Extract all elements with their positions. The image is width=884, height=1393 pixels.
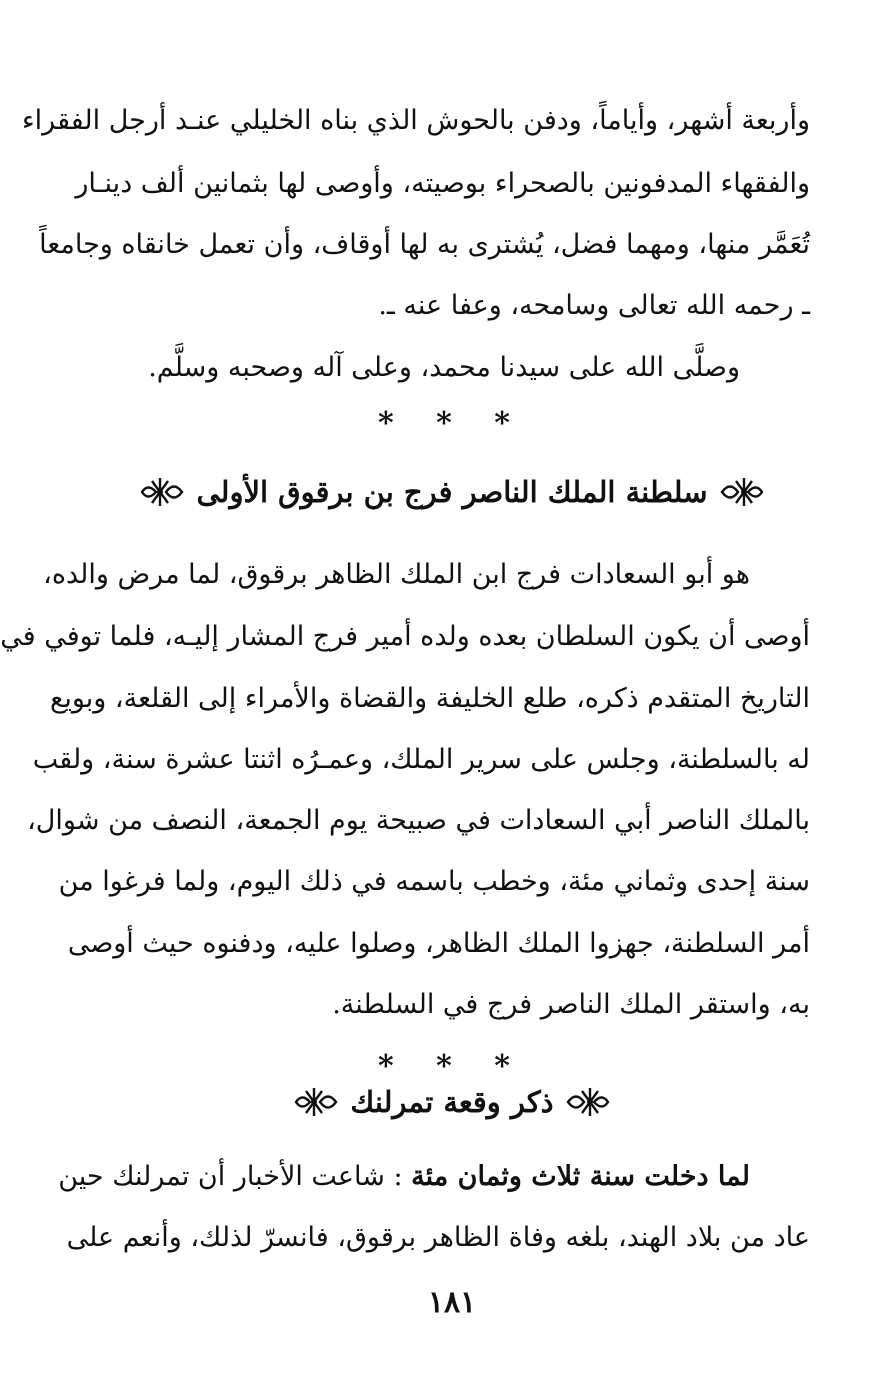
section-2-year-phrase: لما دخلت سنة ثلاث وثمان مئة xyxy=(411,1161,750,1192)
section-1-line-7: أمر السلطنة، جهزوا الملك الظاهر، وصلوا عليه، ودفنوه حيث أوصى xyxy=(67,928,810,959)
arabesque-ornament-icon xyxy=(292,1085,340,1119)
section-2-line-1-rest: : شاعت الأخبار أن تمرلنك حين xyxy=(58,1161,403,1192)
section-1-line-1: هو أبو السعادات فرج ابن الملك الظاهر برقوق، لما مرض والده، xyxy=(43,559,750,590)
section-1-line-6: سنة إحدى وثماني مئة، وخطب باسمه في ذلك اليوم، ولما فرغوا من xyxy=(58,866,810,897)
section-heading-2-text: ذكر وقعة تمرلنك xyxy=(350,1085,554,1119)
closing-prayer: وصلَّى الله على سيدنا محمد، وعلى آله وصحبه وسلَّم. xyxy=(148,352,740,383)
section-heading-2 xyxy=(94,1077,810,1127)
section-1-line-3: التاريخ المتقدم ذكره، طلع الخليفة والقضاة والأمراء إلى القلعة، وبويع xyxy=(49,683,810,714)
separator-stars-1: * * * xyxy=(378,406,526,441)
section-1-line-5: بالملك الناصر أبي السعادات في صبيحة يوم الجمعة، النصف من شوال، xyxy=(27,805,810,836)
paragraph-1-line-2: والفقهاء المدفونين بالصحراء بوصيته، وأوصى لها بثمانين ألف دينـار xyxy=(75,168,810,199)
section-heading-1-text: سلطنة الملك الناصر فرج بن برقوق الأولى xyxy=(196,475,708,509)
arabesque-ornament-icon xyxy=(138,475,186,509)
section-1-line-8: به، واستقر الملك الناصر فرج في السلطنة. xyxy=(332,989,810,1020)
paragraph-1-line-1: وأربعة أشهر، وأياماً، ودفن بالحوش الذي بناه الخليلي عنـد أرجل الفقراء xyxy=(21,105,810,136)
section-heading-1 xyxy=(94,467,810,517)
section-1-line-4: له بالسلطنة، وجلس على سرير الملك، وعمـرُه اثنتا عشرة سنة، ولقب xyxy=(32,744,810,775)
section-2-line-2: عاد من بلاد الهند، بلغه وفاة الظاهر برقوق، فانسرّ لذلك، وأنعم على xyxy=(66,1222,810,1253)
arabesque-ornament-icon xyxy=(718,475,766,509)
section-2-line-1 xyxy=(58,1157,810,1197)
arabesque-ornament-icon xyxy=(564,1085,612,1119)
paragraph-1-line-3: تُعَمَّر منها، ومهما فضل، يُشترى به لها أوقاف، وأن تعمل خانقاه وجامعاً xyxy=(39,229,810,260)
page-number: ١٨١ xyxy=(427,1285,477,1320)
separator-stars-2: * * * xyxy=(378,1049,526,1084)
paragraph-1-line-4: ـ رحمه الله تعالى وسامحه، وعفا عنه ـ. xyxy=(378,290,810,321)
section-1-line-2: أوصى أن يكون السلطان بعده ولده أمير فرج المشار إليـه، فلما توفي في xyxy=(0,621,810,652)
